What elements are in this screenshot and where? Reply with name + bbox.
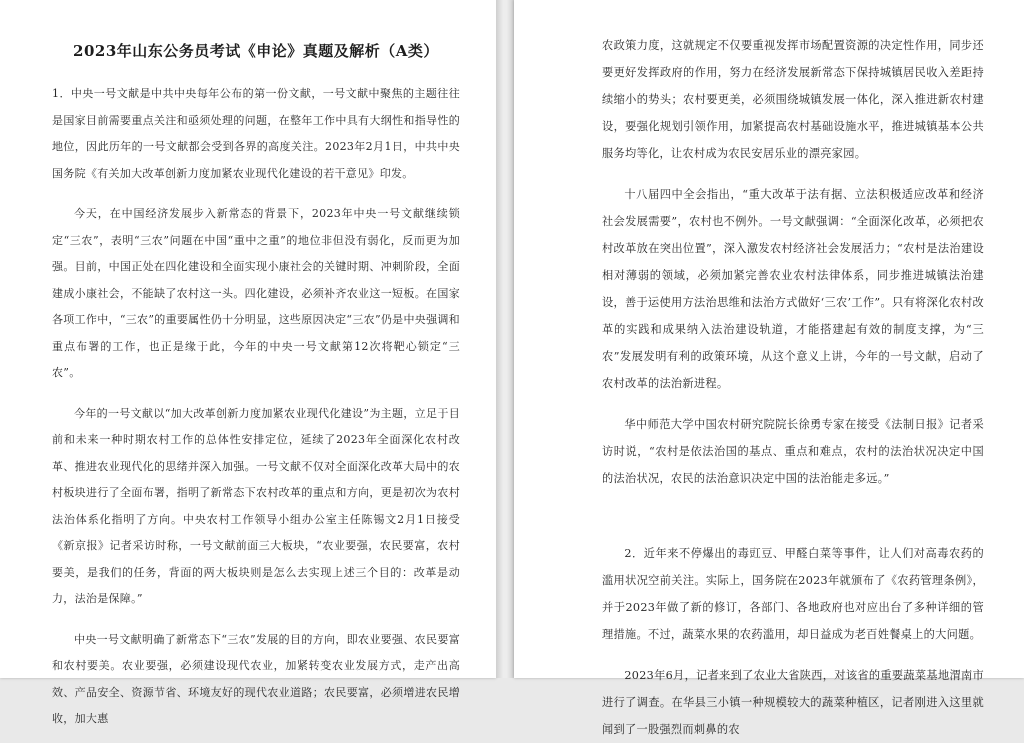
paragraph: 农政策力度，这就规定不仅要重视发挥市场配置资源的决定性作用，同步还要更好发挥政府的作用，努力在经济发展新常态下保持城镇居民收入差距持续缩小的势头；农村要更美，必须围绕城镇发展一体化，深入推进新农村建设，要强化规划引领作用，加紧提高农村基础设施水平，推进城镇基本公共服务均等化，让农村成为农民安居乐业的漂亮家园。 (602, 39, 984, 160)
page-gutter (496, 0, 514, 678)
paragraph: 中央一号文献明确了新常态下“三农”发展的目的方向，即农业要强、农民要富和农村要美。农业要强，必须建设现代农业，加紧转变农业发展方式，走产出高效、产品安全、资源节省、环境友好的现代农业道路；农民要富，必须增进农民增收，加大惠 (52, 632, 460, 725)
document-title: 2023年山东公务员考试《申论》真题及解析（A类） (73, 42, 439, 60)
paragraph: 1．中央一号文献是中共中央每年公布的第一份文献，一号文献中聚焦的主题往往是国家目前需要重点关注和亟须处理的问题，在整年工作中具有大纲性和指导性的地位，因此历年的一号文献都会受到各界的高度关注。2023年2月1日，中共中央国务院《有关加大改革创新力度加紧农业现代化建设的若干意见》印发。 (52, 87, 460, 180)
paragraph: 2．近年来不停爆出的毒豇豆、甲醛白菜等事件，让人们对高毒农药的滥用状况空前关注。实际上，国务院在2023年就颁布了《农药管理条例》，并于2023年做了新的修订，各部门、各地政府也对应出台了多种详细的管理措施。不过，蔬菜水果的农药滥用，却日益成为老百姓餐桌上的大问题。 (602, 547, 984, 641)
section-gap (602, 506, 984, 540)
paragraph: 2023年6月，记者来到了农业大省陕西，对该省的重要蔬菜基地渭南市进行了调查。在华县三小镇一种规模较大的蔬菜种植区，记者刚进入这里就闻到了一股强烈而刺鼻的农 (602, 669, 984, 736)
page-right (514, 0, 1024, 736)
paragraph: 今年的一号文献以“加大改革创新力度加紧农业现代化建设”为主题，立足于目前和未来一种时期农村工作的总体性安排定位，延续了2023年全面深化农村改革、推进农业现代化的思绪并深入加强。一号文献不仅对全面深化改革大局中的农村板块进行了全面布署，指明了新常态下农村改革的重点和方向，更是初次为农村法治体系化指明了方向。中央农村工作领导小组办公室主任陈锡文2月1日接受《新京报》记者采访时称，一号文献前面三大板块，“农业要强，农民要富，农村要美，是我们的任务，背面的两大板块则是怎么去实现上述三个目的：改革是动力，法治是保障。” (52, 406, 460, 605)
paragraph: 十八届四中全会指出，“重大改革于法有据、立法积极适应改革和经济社会发展需要”，农村也不例外。一号文献强调：“全面深化改革，必须把农村改革放在突出位置”，深入激发农村经济社会发展活力；“农村是法治建设相对薄弱的领域，必须加紧完善农业农村法律体系，同步推进城镇法治建设，善于运使用方法治思维和法治方式做好‘三农’工作”。只有将深化农村改革的实践和成果纳入法治建设轨道，才能搭建起有效的制度支撑，为“三农”发展发明有利的政策环境，从这个意义上讲，今年的一号文献，启动了农村改革的法治新进程。 (602, 188, 984, 390)
page-left (0, 0, 496, 725)
paragraph: 今天，在中国经济发展步入新常态的背景下，2023年中央一号文献继续锁定“三农”，表明“三农”问题在中国“重中之重”的地位非但没有弱化，反而更为加强。目前，中国正处在四化建设和全面实现小康社会的关键时期、冲刺阶段，全面建成小康社会，不能缺了农村这一头。四化建设，必须补齐农业这一短板。在国家各项工作中，“三农”的重要属性仍十分明显，这些原因决定“三农”仍是中央强调和重点布署的工作，也正是缘于此，今年的中央一号文献第12次将靶心锁定“三农”。 (52, 207, 460, 379)
paragraph: 华中师范大学中国农村研究院院长徐勇专家在接受《法制日报》记者采访时说，“农村是依法治国的基点、重点和难点，农村的法治状况决定中国的法治状况，农民的法治意识决定中国的法治能走多远。” (602, 418, 984, 485)
